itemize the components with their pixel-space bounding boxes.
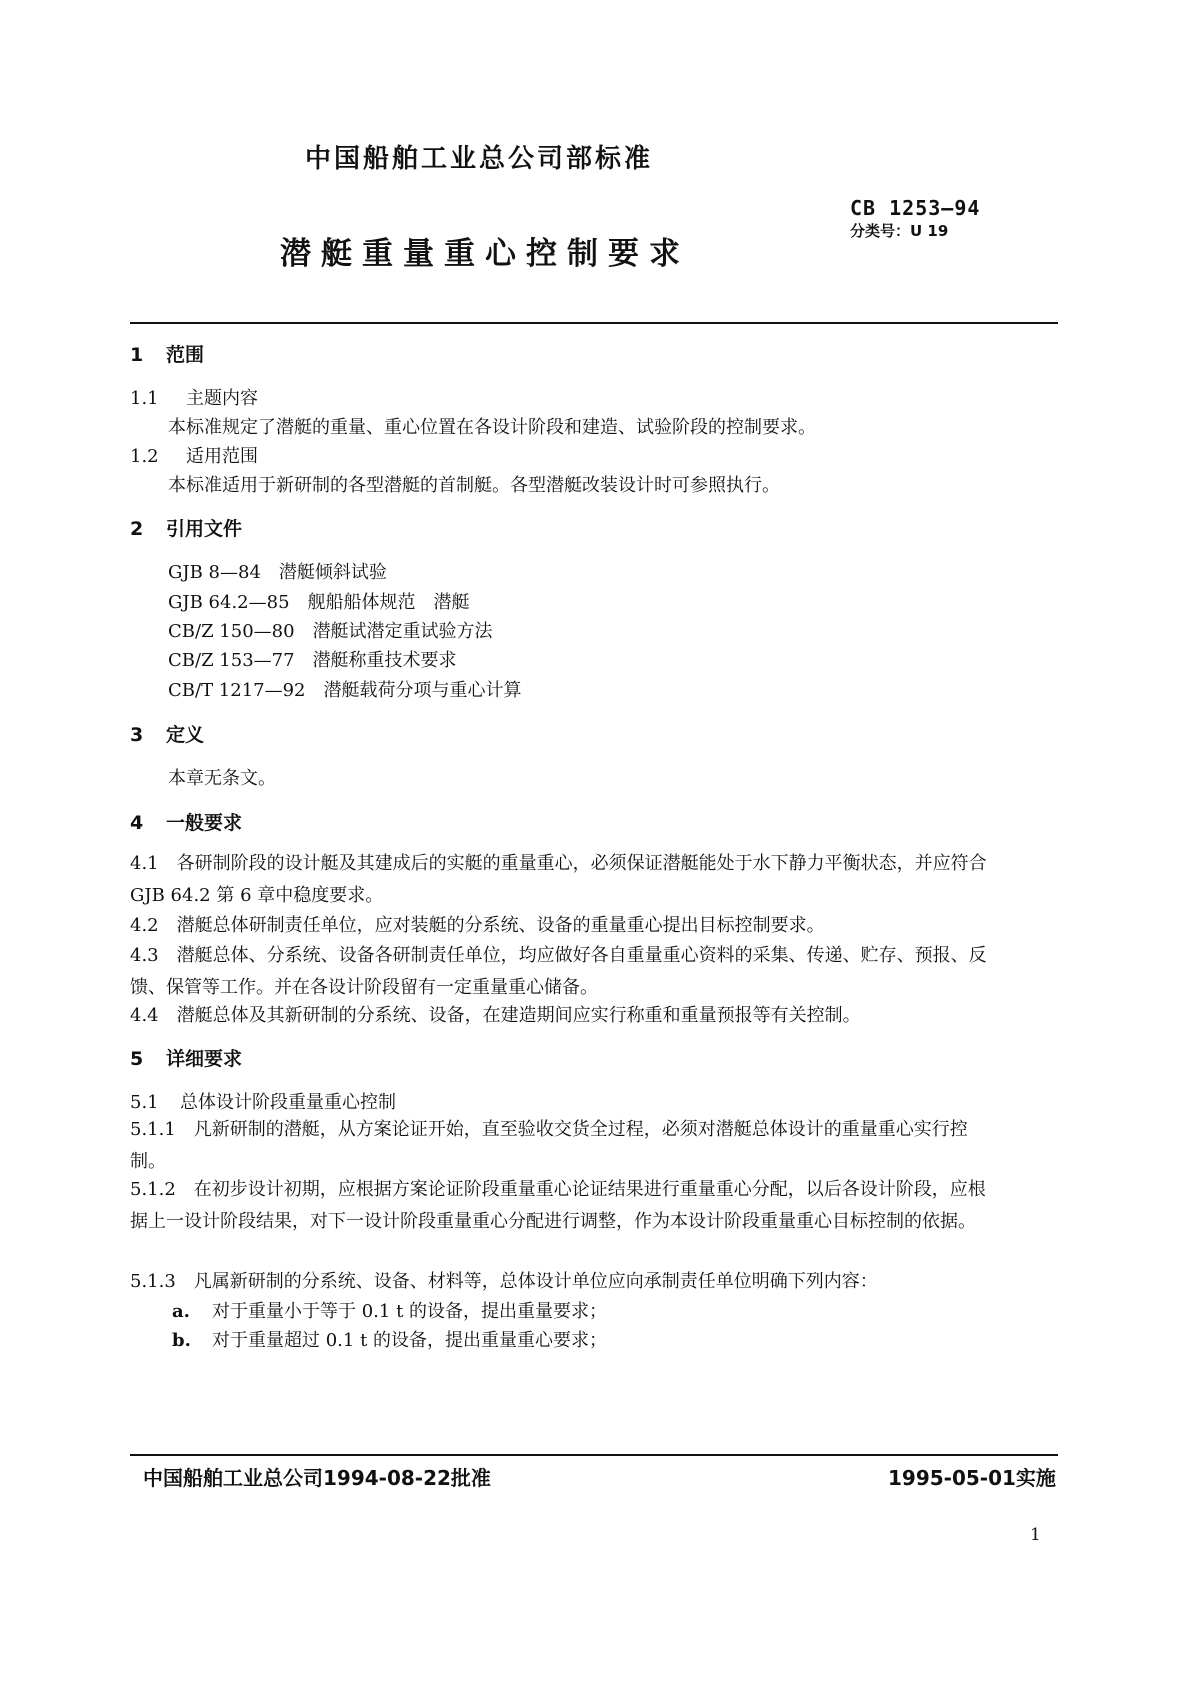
- section-5-heading: 5 详细要求: [130, 1048, 243, 1070]
- header-divider: [130, 322, 1058, 324]
- reference-item: GJB 8—84 潜艇倾斜试验: [168, 562, 387, 583]
- section-4-heading: 4 一般要求: [130, 812, 243, 834]
- clause-5-1-3: 5.1.3 凡属新研制的分系统、设备、材料等，总体设计单位应向承制责任单位明确下列内容：: [130, 1271, 878, 1292]
- approval-date: 中国船舶工业总公司1994-08-22批准: [143, 1466, 491, 1490]
- section-1-2-heading: 1.2 适用范围: [130, 446, 258, 467]
- document-title: 潜艇重量重心控制要求: [280, 236, 690, 272]
- reference-item: CB/Z 150—80 潜艇试潜定重试验方法: [168, 621, 493, 642]
- section-3-heading: 3 定义: [130, 724, 205, 746]
- clause-4-2: 4.2 潜艇总体研制责任单位，应对装艇的分系统、设备的重量重心提出目标控制要求。: [130, 915, 825, 936]
- section-2-heading: 2 引用文件: [130, 518, 243, 540]
- section-1-heading: 1 范围: [130, 344, 205, 366]
- section-1-1-heading: 1.1 主题内容: [130, 388, 258, 409]
- reference-item: CB/T 1217—92 潜艇载荷分项与重心计算: [168, 680, 522, 701]
- clause-4-4: 4.4 潜艇总体及其新研制的分系统、设备，在建造期间应实行称重和重量预报等有关控制。: [130, 1005, 861, 1026]
- section-1-2-text: 本标准适用于新研制的各型潜艇的首制艇。各型潜艇改装设计时可参照执行。: [168, 475, 780, 496]
- page-number: 1: [1030, 1525, 1041, 1545]
- reference-item: GJB 64.2—85 舰船船体规范 潜艇: [168, 592, 470, 613]
- section-1-1-text: 本标准规定了潜艇的重量、重心位置在各设计阶段和建造、试验阶段的控制要求。: [168, 417, 816, 438]
- list-item-b: b. 对于重量超过 0.1 t 的设备，提出重量重心要求；: [172, 1330, 608, 1351]
- issuing-organization: 中国船舶工业总公司部标准: [305, 144, 654, 174]
- classification-code: 分类号：U 19: [850, 222, 949, 240]
- clause-4-1: 4.1 各研制阶段的设计艇及其建成后的实艇的重量重心，必须保证潜艇能处于水下静力平衡状态，并应符合 GJB 64.2 第 6 章中稳度要求。: [130, 853, 987, 906]
- section-5-1-heading: 5.1 总体设计阶段重量重心控制: [130, 1092, 396, 1113]
- reference-item: CB/Z 153—77 潜艇称重技术要求: [168, 650, 457, 671]
- clause-4-3: 4.3 潜艇总体、分系统、设备各研制责任单位，均应做好各自重量重心资料的采集、传递、贮存、预报、反馈、保管等工作。并在各设计阶段留有一定重量重心储备。: [130, 945, 987, 998]
- list-item-a: a. 对于重量小于等于 0.1 t 的设备，提出重量要求；: [172, 1301, 608, 1322]
- footer-divider: [130, 1454, 1058, 1456]
- clause-5-1-2: 5.1.2 在初步设计初期，应根据方案论证阶段重量重心论证结果进行重量重心分配，以后各设计阶段，应根据上一设计阶段结果，对下一设计阶段重量重心分配进行调整，作为本设计阶段重量重心目标控制的依据。: [130, 1179, 986, 1232]
- standard-code: CB 1253—94: [850, 196, 981, 220]
- clause-5-1-1: 5.1.1 凡新研制的潜艇，从方案论证开始，直至验收交货全过程，必须对潜艇总体设计的重量重心实行控制。: [130, 1119, 968, 1172]
- effective-date: 1995-05-01实施: [888, 1466, 1056, 1490]
- section-3-text: 本章无条文。: [168, 768, 276, 789]
